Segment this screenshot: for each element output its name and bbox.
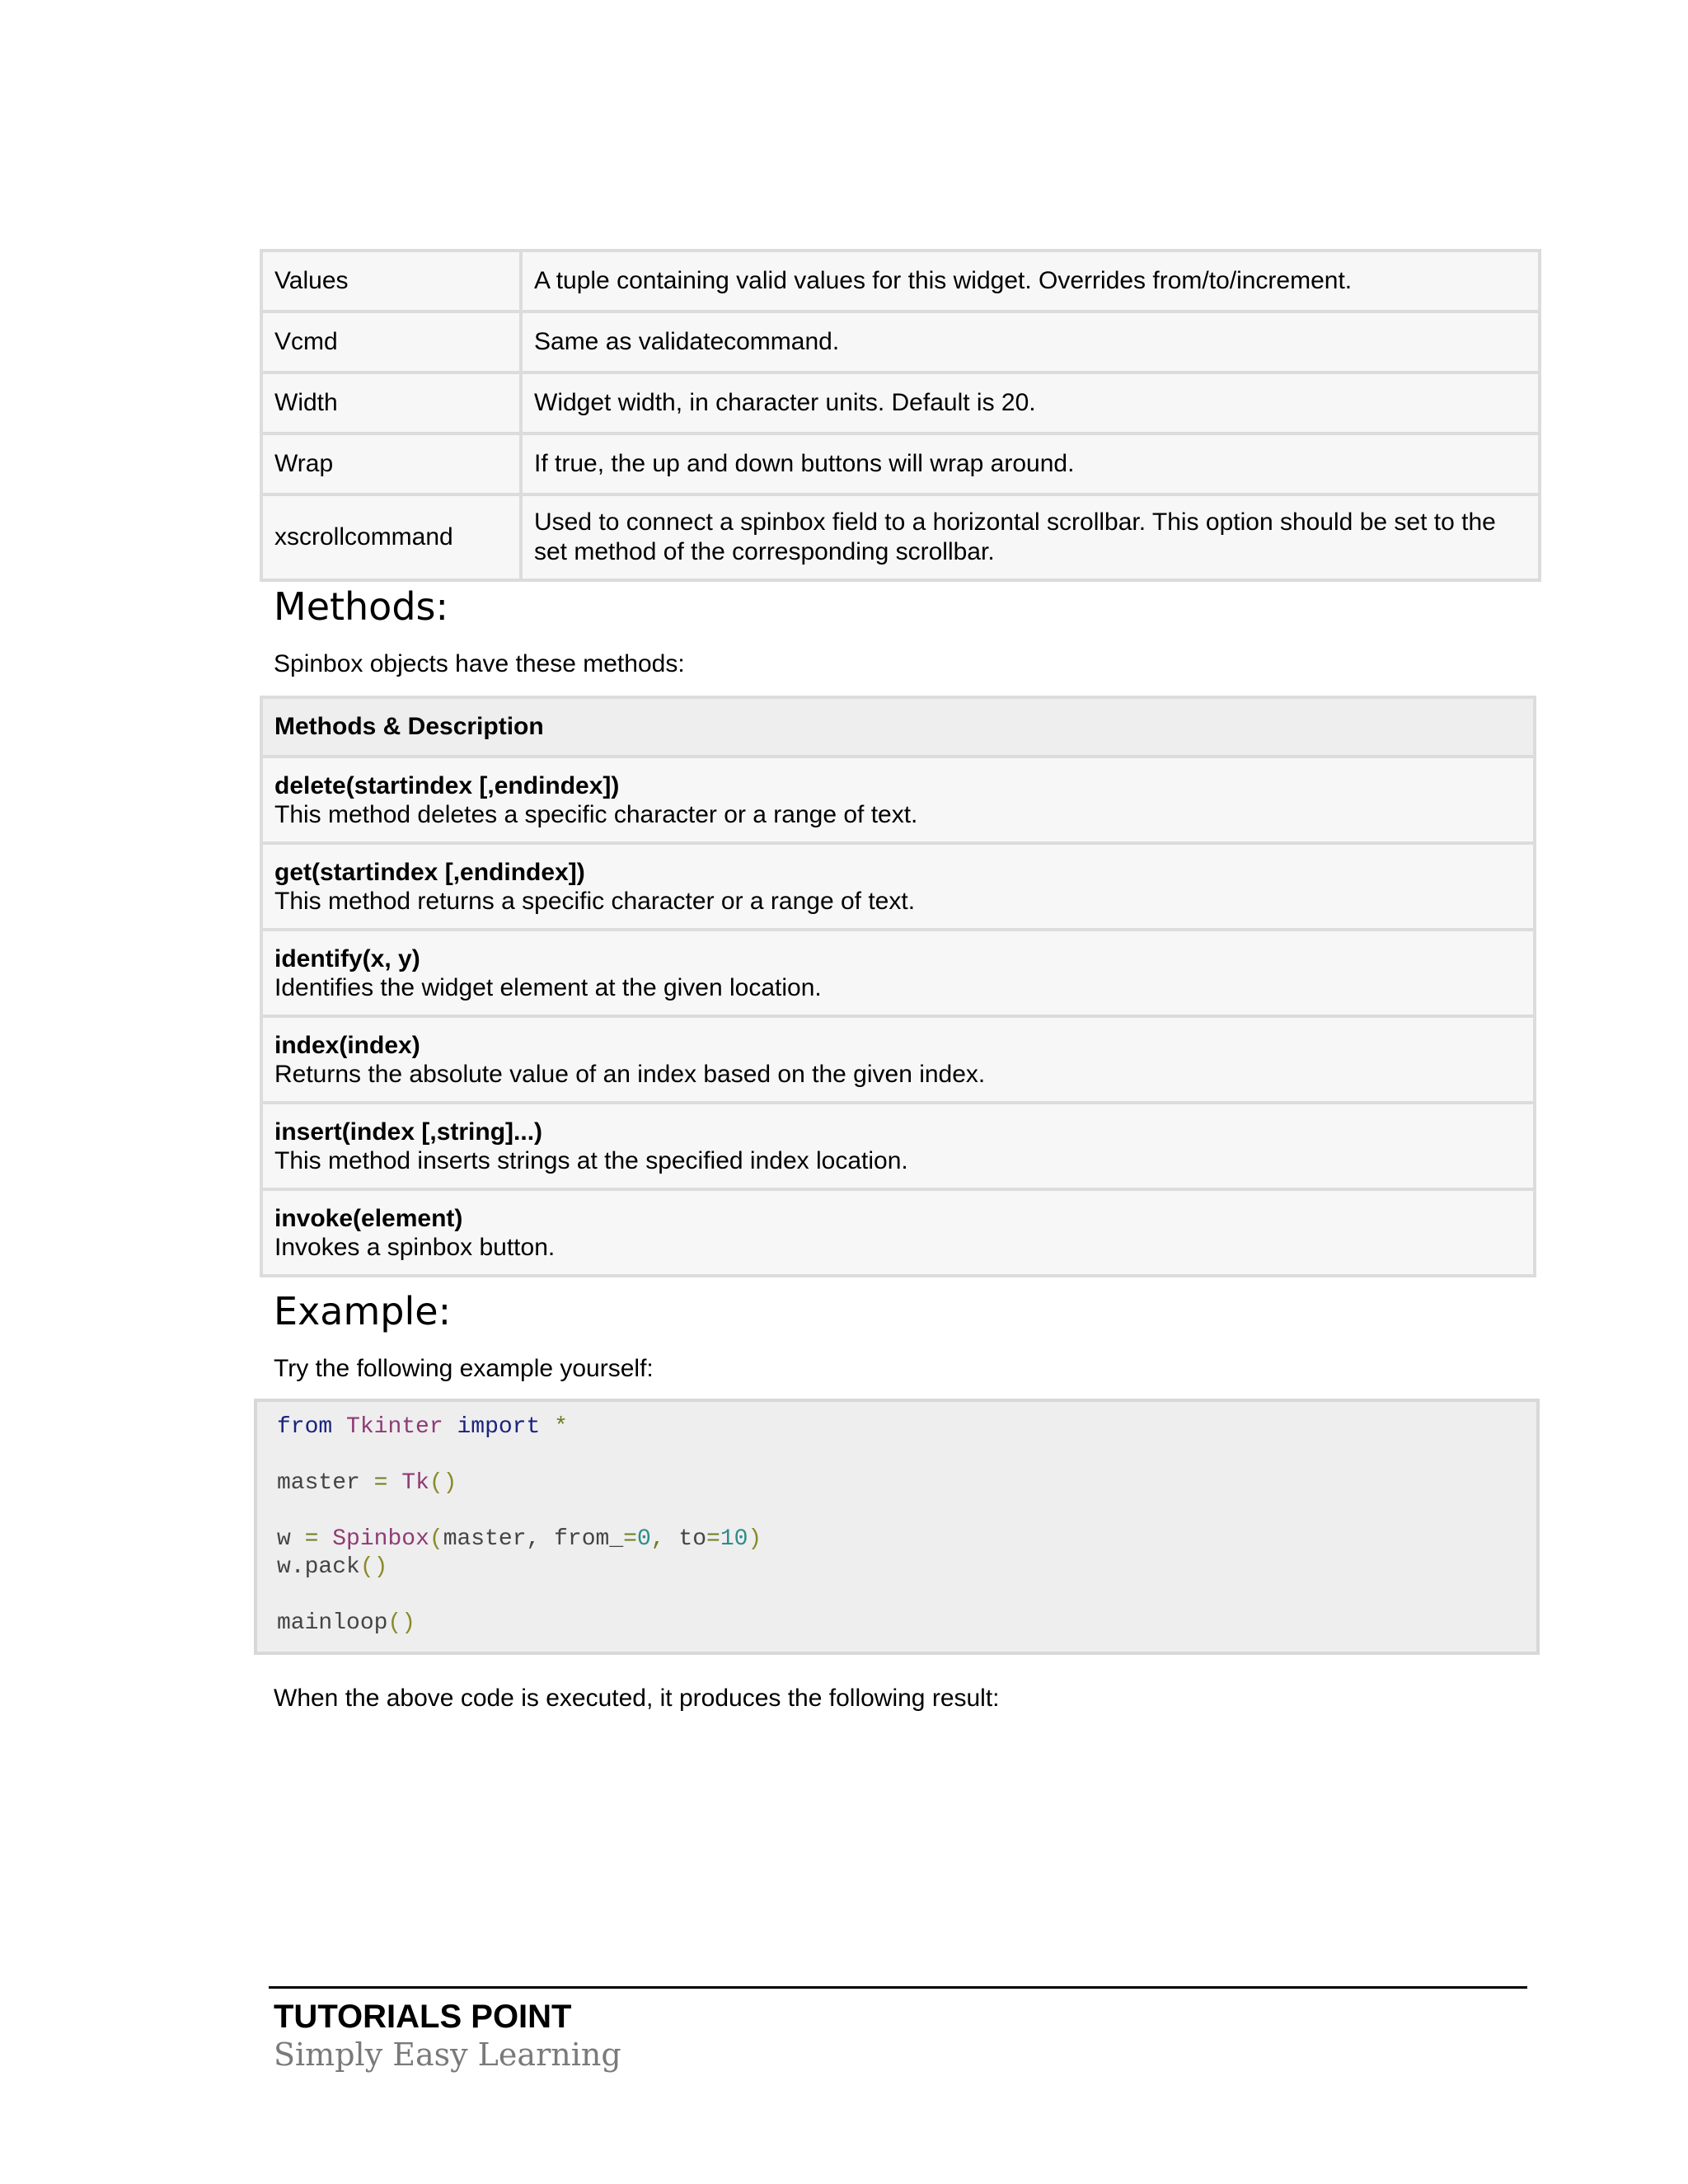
method-cell [261, 843, 1535, 930]
table-row [261, 373, 1540, 434]
methods-intro: Spinbox objects have these methods: [274, 650, 685, 677]
methods-table [260, 696, 1536, 1277]
method-description: Returns the absolute value of an index based on the given index. [274, 1061, 986, 1088]
option-description: A tuple containing valid values for this widget. Overrides from/to/increment. [521, 251, 1540, 312]
table-row [261, 1189, 1535, 1276]
code-number: 0 [636, 1526, 651, 1552]
code-parens: ( [429, 1526, 443, 1552]
option-description: If true, the up and down buttons will wrap around. [521, 434, 1540, 494]
code-operator: , [650, 1526, 665, 1552]
table-row [261, 930, 1535, 1016]
code-keyword: from [277, 1414, 333, 1440]
method-description: This method returns a specific character or a range of text. [274, 888, 916, 915]
method-signature: insert(index [,string]...) [274, 1118, 543, 1146]
methods-table-header: Methods & Description [261, 697, 1535, 757]
table-header-row [261, 697, 1535, 757]
table-row [261, 1016, 1535, 1103]
code-operator: = [304, 1526, 319, 1552]
code-module: Tkinter [346, 1414, 443, 1440]
method-cell [261, 930, 1535, 1016]
option-name: Wrap [261, 434, 521, 494]
code-parens: ) [748, 1526, 762, 1552]
code-operator: = [373, 1470, 388, 1496]
method-description: This method deletes a specific character or a range of text. [274, 801, 918, 828]
code-identifier: mainloop [277, 1610, 388, 1636]
method-cell [261, 1103, 1535, 1189]
table-row [261, 494, 1540, 580]
code-line [277, 1554, 387, 1580]
method-cell [261, 1189, 1535, 1276]
code-call: Tk [401, 1470, 429, 1496]
footer-brand: TUTORIALS POINT [274, 1999, 572, 2035]
method-signature: delete(startindex [,endindex]) [274, 772, 620, 799]
method-signature: index(index) [274, 1032, 420, 1059]
method-signature: identify(x, y) [274, 945, 420, 972]
option-name: Vcmd [261, 312, 521, 373]
table-row [261, 434, 1540, 494]
code-call: Spinbox [332, 1526, 429, 1552]
code-operator: = [706, 1526, 720, 1552]
code-line [277, 1610, 415, 1636]
table-row [261, 843, 1535, 930]
code-identifier: master [277, 1470, 360, 1496]
method-description: This method inserts strings at the specified index location. [274, 1147, 908, 1174]
result-text: When the above code is executed, it produces the following result: [274, 1685, 1000, 1712]
code-identifier: from_ [554, 1526, 624, 1552]
footer-tagline: Simply Easy Learning [274, 2036, 621, 2073]
code-block [254, 1399, 1540, 1655]
code-line [277, 1414, 568, 1440]
option-name: Values [261, 251, 521, 312]
option-name: xscrollcommand [261, 494, 521, 580]
option-description: Used to connect a spinbox field to a horizontal scrollbar. This option should be set to the set method of the corresponding scrollbar. [521, 494, 1540, 580]
options-table [260, 249, 1541, 582]
method-description: Identifies the widget element at the given location. [274, 974, 822, 1001]
code-operator: = [623, 1526, 637, 1552]
code-identifier: w [277, 1526, 291, 1552]
code-line [277, 1470, 457, 1496]
code-number: 10 [720, 1526, 748, 1552]
method-description: Invokes a spinbox button. [274, 1234, 556, 1261]
method-cell [261, 757, 1535, 843]
option-description: Same as validatecommand. [521, 312, 1540, 373]
example-intro: Try the following example yourself: [274, 1355, 654, 1382]
code-keyword: import [457, 1414, 541, 1440]
code-identifier: to [678, 1526, 706, 1552]
table-row [261, 312, 1540, 373]
method-cell [261, 1016, 1535, 1103]
code-parens: () [359, 1554, 388, 1580]
code-parens: () [429, 1470, 457, 1496]
code-identifier: w.pack [277, 1554, 360, 1580]
table-row [261, 1103, 1535, 1189]
method-signature: get(startindex [,endindex]) [274, 859, 585, 886]
code-operator: * [554, 1414, 568, 1440]
code-parens: () [387, 1610, 416, 1636]
table-row [261, 757, 1535, 843]
table-row [261, 251, 1540, 312]
option-name: Width [261, 373, 521, 434]
code-identifier: master, [443, 1526, 541, 1552]
code-line [277, 1526, 762, 1552]
footer-rule [269, 1986, 1527, 1989]
option-description: Widget width, in character units. Default is 20. [521, 373, 1540, 434]
methods-heading: Methods: [274, 584, 448, 629]
method-signature: invoke(element) [274, 1205, 463, 1232]
example-heading: Example: [274, 1289, 452, 1333]
